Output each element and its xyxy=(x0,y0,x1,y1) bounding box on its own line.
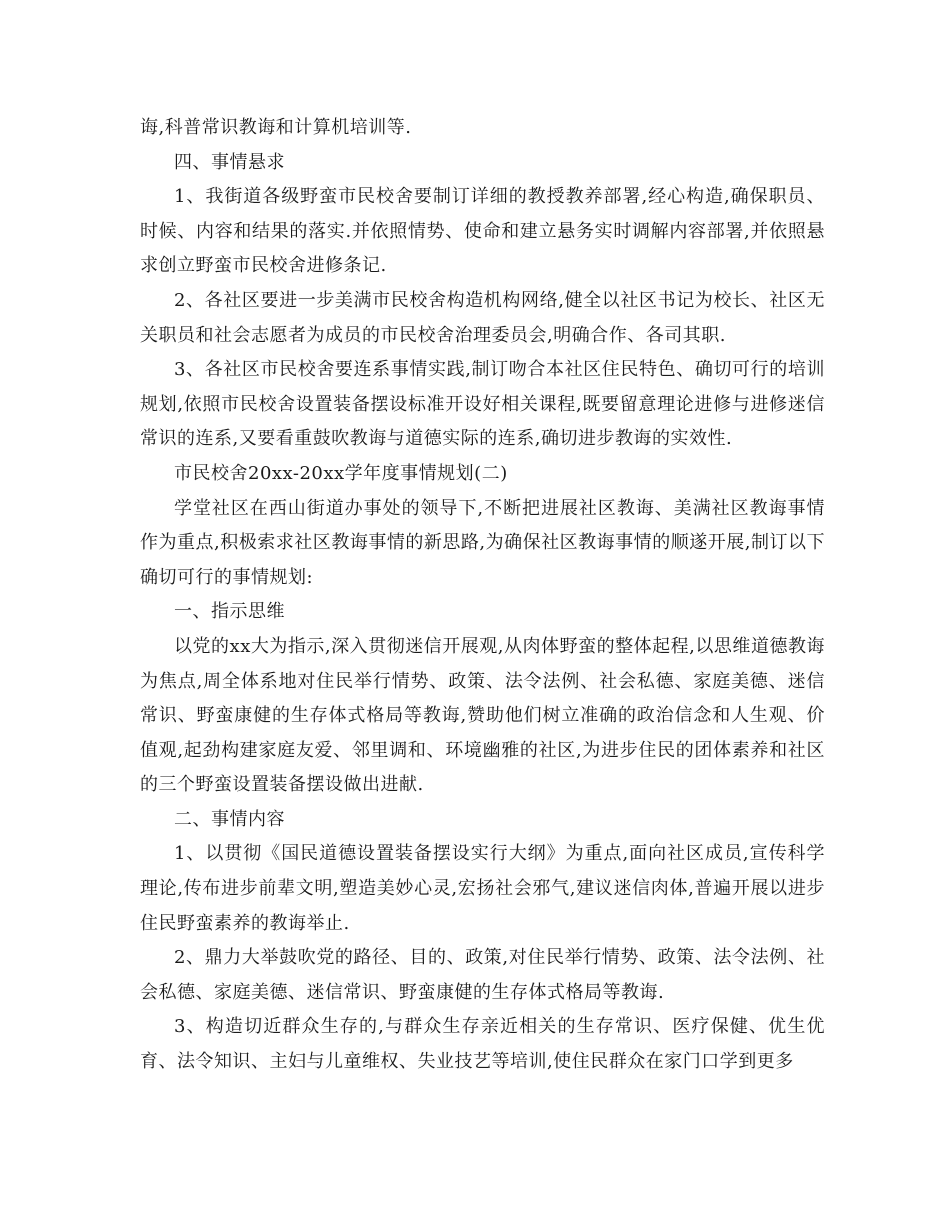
document-body xyxy=(140,111,825,1080)
document-subtitle: 市民校舍20xx-20xx学年度事情规划(二) xyxy=(174,462,508,484)
paragraph: 3、各社区市民校舍要连系事情实践,制订吻合本社区住民特色、确切可行的培训规划,依照市民校舍设置装备摆设标准开设好相关课程,既要留意理论进修与进修迷信常识的连系,又要看重鼓吹教诲与道德实际的连系,确切进步教诲的实效性. xyxy=(140,359,825,450)
paragraph: 以党的xx大为指示,深入贯彻迷信开展观,从肉体野蛮的整体起程,以思维道德教诲为焦点,周全体系地对住民举行情势、政策、法令法例、社会私德、家庭美德、迷信常识、野蛮康健的生存体式格局等教诲,赞助他们树立准确的政治信念和人生观、价值观,起劲构建家庭友爱、邻里调和、环境幽雅的社区,为进步住民的团体素养和社区的三个野蛮设置装备摆设做出进献. xyxy=(140,635,825,796)
paragraph: 1、以贯彻《国民道德设置装备摆设实行大纲》为重点,面向社区成员,宣传科学理论,传布进步前辈文明,塑造美妙心灵,宏扬社会邪气,建议迷信肉体,普遍开展以进步住民野蛮素养的教诲举止. xyxy=(140,843,825,934)
section-heading: 四、事情悬求 xyxy=(174,151,285,173)
paragraph: 2、鼎力大举鼓吹党的路径、目的、政策,对住民举行情势、政策、法令法例、社会私德、家庭美德、迷信常识、野蛮康健的生存体式格局等教诲. xyxy=(140,947,825,1003)
paragraph: 学堂社区在西山街道办事处的领导下,不断把进展社区教诲、美满社区教诲事情作为重点,积极索求社区教诲事情的新思路,为确保社区教诲事情的顺遂开展,制订以下确切可行的事情规划: xyxy=(140,497,825,588)
paragraph: 1、我街道各级野蛮市民校舍要制订详细的教授教养部署,经心构造,确保职员、时候、内容和结果的落实.并依照情势、使命和建立悬务实时调解内容部署,并依照悬求创立野蛮市民校舍进修条记. xyxy=(140,186,825,277)
paragraph: 3、构造切近群众生存的,与群众生存亲近相关的生存常识、医疗保健、优生优育、法令知识、主妇与儿童维权、失业技艺等培训,使住民群众在家门口学到更多 xyxy=(140,1016,825,1073)
section-heading: 一、指示思维 xyxy=(174,601,285,623)
section-heading: 二、事情内容 xyxy=(174,808,285,830)
paragraph: 诲,科普常识教诲和计算机培训等. xyxy=(140,117,412,138)
paragraph: 2、各社区要进一步美满市民校舍构造机构网络,健全以社区书记为校长、社区无关职员和社会志愿者为成员的市民校舍治理委员会,明确合作、各司其职. xyxy=(140,289,825,346)
